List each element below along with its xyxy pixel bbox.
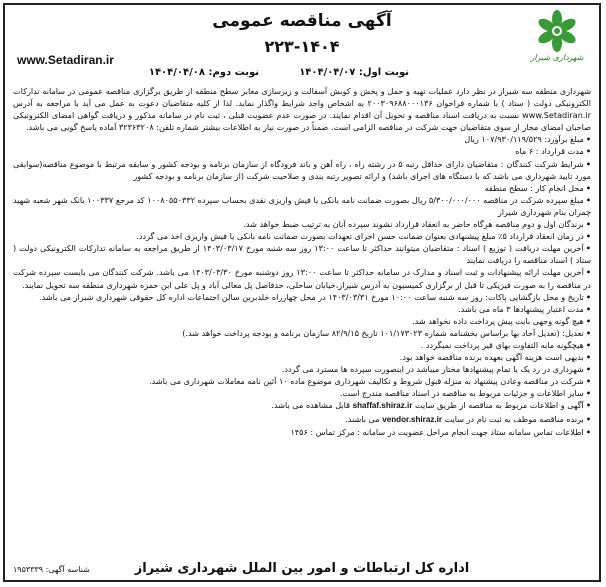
shaffaf-line: •آگهی و اطلاعات مربوط به مناقصه از طریق سایت shaffaf.shiraz.ir قابل مشاهده می باشد.	[271, 400, 591, 411]
contact-line: •اطلاعات تماس سامانه ستاد جهت انجام مراحل عضویت در سامانه : مرکز تماس : ۱۴۵۶	[290, 426, 591, 437]
vendor-link[interactable]: vendor.shiraz.ir	[382, 414, 443, 424]
list-item: •سایر اطلاعات و جزئیات مربوط به مناقصه در اسناد مناقصه مندرج است.	[339, 388, 591, 399]
bullet-icon: •	[585, 158, 591, 169]
bullet-icon: •	[585, 364, 591, 375]
list-item: •مدت قرارداد : ۶ ماه	[515, 146, 591, 157]
list-item: •شرکت در مناقصه وعادن پیشنهاد به منزله قبول شروط و تکالیف شهرداری موضوع ماده ۱۰ آئین نامه معاملات شهرداری می باشد.	[149, 376, 591, 387]
list-item: •شرایط شرکت کنندگان : متقاضیان دارای حداقل رتبه ۵ در رشته راه ، راه آهن و باند فرودگاه از سازمان برنامه و بودجه کشور و سابقه مرتبط با موضوع مناقصه(سوابقی مورد تایید شهرداری می باشد که با دستگاه های اجرای باشد) و ارائه تصویر رتبه بندی و صلاحیت شرکت (از سازمان برنامه و بودجه کشور	[13, 158, 591, 181]
publication-dates	[5, 67, 599, 83]
bullet-icon: •	[585, 182, 591, 193]
list-item: •در زمان انعقاد قرارداد ۵٪ مبلغ پیشنهادی بعنوان ضمانت حسن اجرای تعهدات بصورت ضمانت نامه بانکی یا فیش واریزی اخذ می گردد.	[136, 231, 591, 242]
notice-frame	[3, 3, 601, 582]
notice-body	[13, 85, 591, 438]
bullet-icon: •	[585, 400, 591, 411]
list-item: •برندگان اول و دوم مناقصه هرگاه حاضر به انعقاد قرارداد نشوند سپرده آنان به ترتیب ضبط خواهد شد.	[243, 219, 591, 230]
second-publication: نوبت دوم: ۱۴۰۴/۰۴/۰۸	[148, 67, 259, 78]
list-item: •تاریخ و محل بازگشایی پاکات: روز سه شنبه ساعت ۱۰:۰۰ مورخ ۱۴۰۳/۰۳/۳۱ در محل چهارراه خلدبرین سالن اجتماعات اداره کل حقوقی شهرداری شیراز می باشد.	[39, 291, 591, 302]
setadiran-website: www.Setadiran.ir	[17, 53, 114, 67]
bullet-icon: •	[585, 327, 591, 338]
list-item: •شهرداری در رد یک یا تمام پیشنهادها مختار میباشد در اینصورت سپرده ها مسترد می گردد.	[281, 364, 591, 375]
notice-number: ۲۲۳-۱۴۰۴	[264, 37, 340, 56]
list-item: •بدیهی است هزینه آگهی بعهده برنده مناقصه خواهد بود.	[399, 352, 591, 363]
notice-header	[5, 9, 599, 65]
list-item: •هیچگونه مابه التفاوت بهای قیر پرداخت نمیگردد .	[420, 339, 591, 350]
footer-title: اداره کل ارتباطات و امور بین الملل شهرداری شیراز	[134, 561, 470, 576]
list-item: •تعدیل: (تعدیل آحاد بها براساس بخشنامه شماره ۱۰۱/۱۷۳۰۲۳ تاریخ ۸۲/۹/۱۵ سازمان برنامه و بودجه پرداخت خواهد شد.)	[182, 327, 591, 338]
list-item: •آخرین مهلت دریافت ( توزیع ) اسناد : متقاضیان میتوانند حداکثر تا ساعت ۱۳:۰۰ روز سه شنبه مورخ ۱۴۰۳/۰۳/۱۷ از طریق مراجعه به سامانه تدارکات الکترونیکی دولت ( ستاد ) اسناد مناقصه را دریافت نمایند	[13, 243, 591, 266]
notice-title: آگهی مناقصه عمومی	[212, 11, 392, 31]
bullet-icon: •	[585, 267, 592, 278]
bullet-icon: •	[585, 426, 591, 437]
bullet-icon: •	[585, 388, 591, 399]
shaffaf-link[interactable]: shaffaf.shiraz.ir	[352, 401, 413, 411]
bullet-icon: •	[585, 146, 591, 157]
first-publication: نوبت اول: ۱۴۰۴/۰۴/۰۷	[299, 67, 409, 78]
bullet-icon: •	[585, 376, 591, 387]
bullet-icon: •	[585, 339, 591, 350]
notice-id: شناسه آگهی: ۱۹۵۳۳۳۹	[13, 565, 90, 574]
bullet-icon: •	[585, 413, 591, 424]
list-item: •مدت اعتبار پیشنهادها ۳ ماه می باشد.	[458, 303, 591, 314]
list-item: •هیچ گونه وجهی بابت پیش پرداخت داده نخواهد شد.	[412, 315, 591, 326]
bullet-icon: •	[585, 303, 591, 314]
intro-paragraph: شهرداری منطقه سه شیراز در نظر دارد عملیات تهیه و حمل و پخش و کوبش آسفالت و زیرسازی معابر سطح منطقه از طریق برگزاری مناقصه عمومی در سامانه تدارکات الکترونیکی دولت ( ستاد ) با شماره فراخوان ۲۰۰۳۰۹۶۸۸۰۰۰۱۳۶ به اشخاص واجد شرایط واگذار نماید. لذا از کلیه متقاضیان دعوت به عمل می آید با مراجعه به آدرس www.Setadiran.ir نسبت به دریافت اسناد مناقصه و تحویل آن اقدام نمایند. در صورت عدم عضویت قبلی ، ثبت نام در سامانه مذکور و دریافت گواهی امضای الکترونیکی صاحبان امضای مجاز از سوی متقاضیان جهت شرکت در مناقصه الزامی است. ضمناً در صورت نیاز به اطلاعات بیشتر شماره تلفن: ۳۲۳۶۳۲۰۸ آماده پاسخ گویی می باشد.	[13, 86, 591, 133]
bullet-icon: •	[585, 352, 591, 363]
bullet-icon: •	[585, 291, 591, 302]
bullet-icon: •	[585, 194, 592, 205]
vendor-line: •برنده مناقصه موظف به ثبت نام در سایت vendor.shiraz.ir می باشند.	[345, 413, 591, 424]
bullet-icon: •	[585, 315, 591, 326]
bullet-icon: •	[585, 243, 591, 254]
bullet-icon: •	[585, 231, 591, 242]
logo-caption: شهرداری شیراز	[530, 53, 584, 62]
list-item: •مبلغ برآورد: ۱۰۷/۹۳۰/۱۱۹/۵۲۹ ریال	[464, 134, 591, 145]
list-item: •آخرین مهلت ارائه پیشنهادات و ثبت اسناد و مدارک در سامانه حداکثر تا ساعت ۱۳:۰۰ روز دوشنبه مورخ ۱۴۰۳/۰۳/۳۰ می باشد. شرکت کنندگان می بایست سپرده شرکت در مناقصه را به صورت فیزیکی تا قبل از برگزاری کمیسیون به آدرس شیراز،خیابان ساحلی، حدفاصل پل معالی آباد و پل علی ابن حمزه شهرداری منطقه سه تحویل نمایند.	[13, 267, 592, 290]
bullet-icon: •	[585, 219, 591, 230]
bullet-icon: •	[585, 134, 591, 145]
list-item: •مبلغ سپرده شرکت در مناقصه ۵/۳۰۰/۰۰۰/۰۰۰ ریال بصورت ضمانت نامه بانکی یا فیش واریزی نقدی بحساب سپرده ۱۰۰۸۰۵۵۰۳۳۲ کد مرجع ۱۰۰۳۳۷ بانک شهر شعبه شهید چمران بنام شهرداری شیراز	[13, 194, 592, 217]
list-item: •محل انجام کار : سطح منطقه	[484, 182, 591, 193]
